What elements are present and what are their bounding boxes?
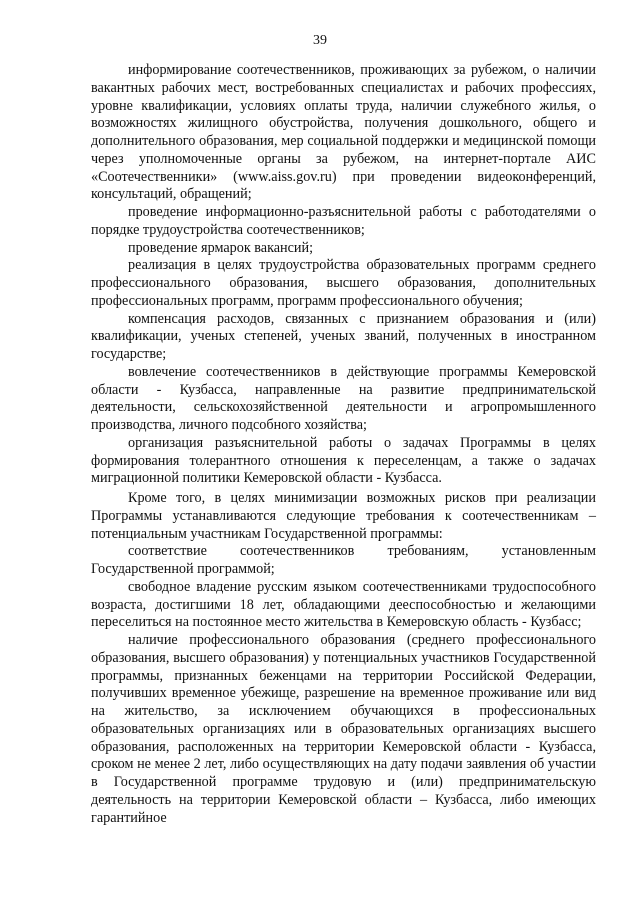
paragraph-educational-programs: реализация в целях трудоустройства образовательных программ среднего профессионального образования, высшего образования, дополнительных профессиональных программ, программ профессионального обучения; bbox=[91, 257, 596, 309]
paragraph-informing: информирование соотечественников, проживающих за рубежом, о наличии вакантных рабочих мест, востребованных специалистах и рабочих профессиях, уровне квалификации, условиях оплаты труда, наличии служебного жилья, о возможностях жилищного обустройства, получения дошкольного, общего и дополнительного образования, мер социальной поддержки и медицинской помощи через уполномоченные органы за рубежом, на интернет-портале АИС «Соотечественники» (www.aiss.gov.ru) при проведении видеоконференций, консультаций, обращений; bbox=[91, 62, 596, 203]
paragraph-requirements-intro: Кроме того, в целях минимизации возможных рисков при реализации Программы устанавливаются следующие требования к соотечественникам – потенциальным участникам Государственной программы: bbox=[91, 490, 596, 542]
paragraph-job-fairs: проведение ярмарок вакансий; bbox=[128, 239, 314, 256]
document-body bbox=[91, 62, 596, 827]
paragraph-professional-education: наличие профессионального образования (среднего профессионального образования, высшего образования) у потенциальных участников Государственной программы, признанных беженцами на территории Российской Федерации, получивших временное убежище, разрешение на временное проживание или вид на жительство, за исключением обучающихся в профессиональных образовательных организациях или в образовательных организациях высшего образования, расположенных на территории Кемеровской области - Кузбасса, сроком не менее 2 лет, либо осуществляющих на дату подачи заявления об участии в Государственной программе трудовую и (или) предпринимательскую деятельность на территории Кемеровской области – Кузбасса, либо имеющих гарантийное bbox=[91, 632, 596, 826]
paragraph-involvement: вовлечение соотечественников в действующие программы Кемеровской области - Кузбасса, направленные на развитие предпринимательской деятельности, сельскохозяйственной деятельности и агропромышленного производства, личного подсобного хозяйства; bbox=[91, 363, 596, 433]
paragraph-compliance: соответствие соотечественников требованиям, установленным Государственной программой; bbox=[91, 543, 596, 577]
paragraph-compensation: компенсация расходов, связанных с признанием образования и (или) квалификации, ученых степеней, ученых званий, полученных в иностранном государстве; bbox=[91, 310, 596, 362]
page-number: 39 bbox=[313, 33, 327, 48]
paragraph-explanatory-work: организация разъяснительной работы о задачах Программы в целях формирования толерантного отношения к переселенцам, а также о задачах миграционной политики Кемеровской области - Кузбасса. bbox=[91, 434, 596, 487]
paragraph-russian-language: свободное владение русским языком соотечественниками трудоспособного возраста, достигшими 18 лет, обладающими дееспособностью и желающими переселиться на постоянное место жительства в Кемеровскую область - Кузбасс; bbox=[91, 578, 596, 631]
paragraph-employers-work: проведение информационно-разъяснительной работы с работодателями о порядке трудоустройства соотечественников; bbox=[91, 204, 596, 238]
